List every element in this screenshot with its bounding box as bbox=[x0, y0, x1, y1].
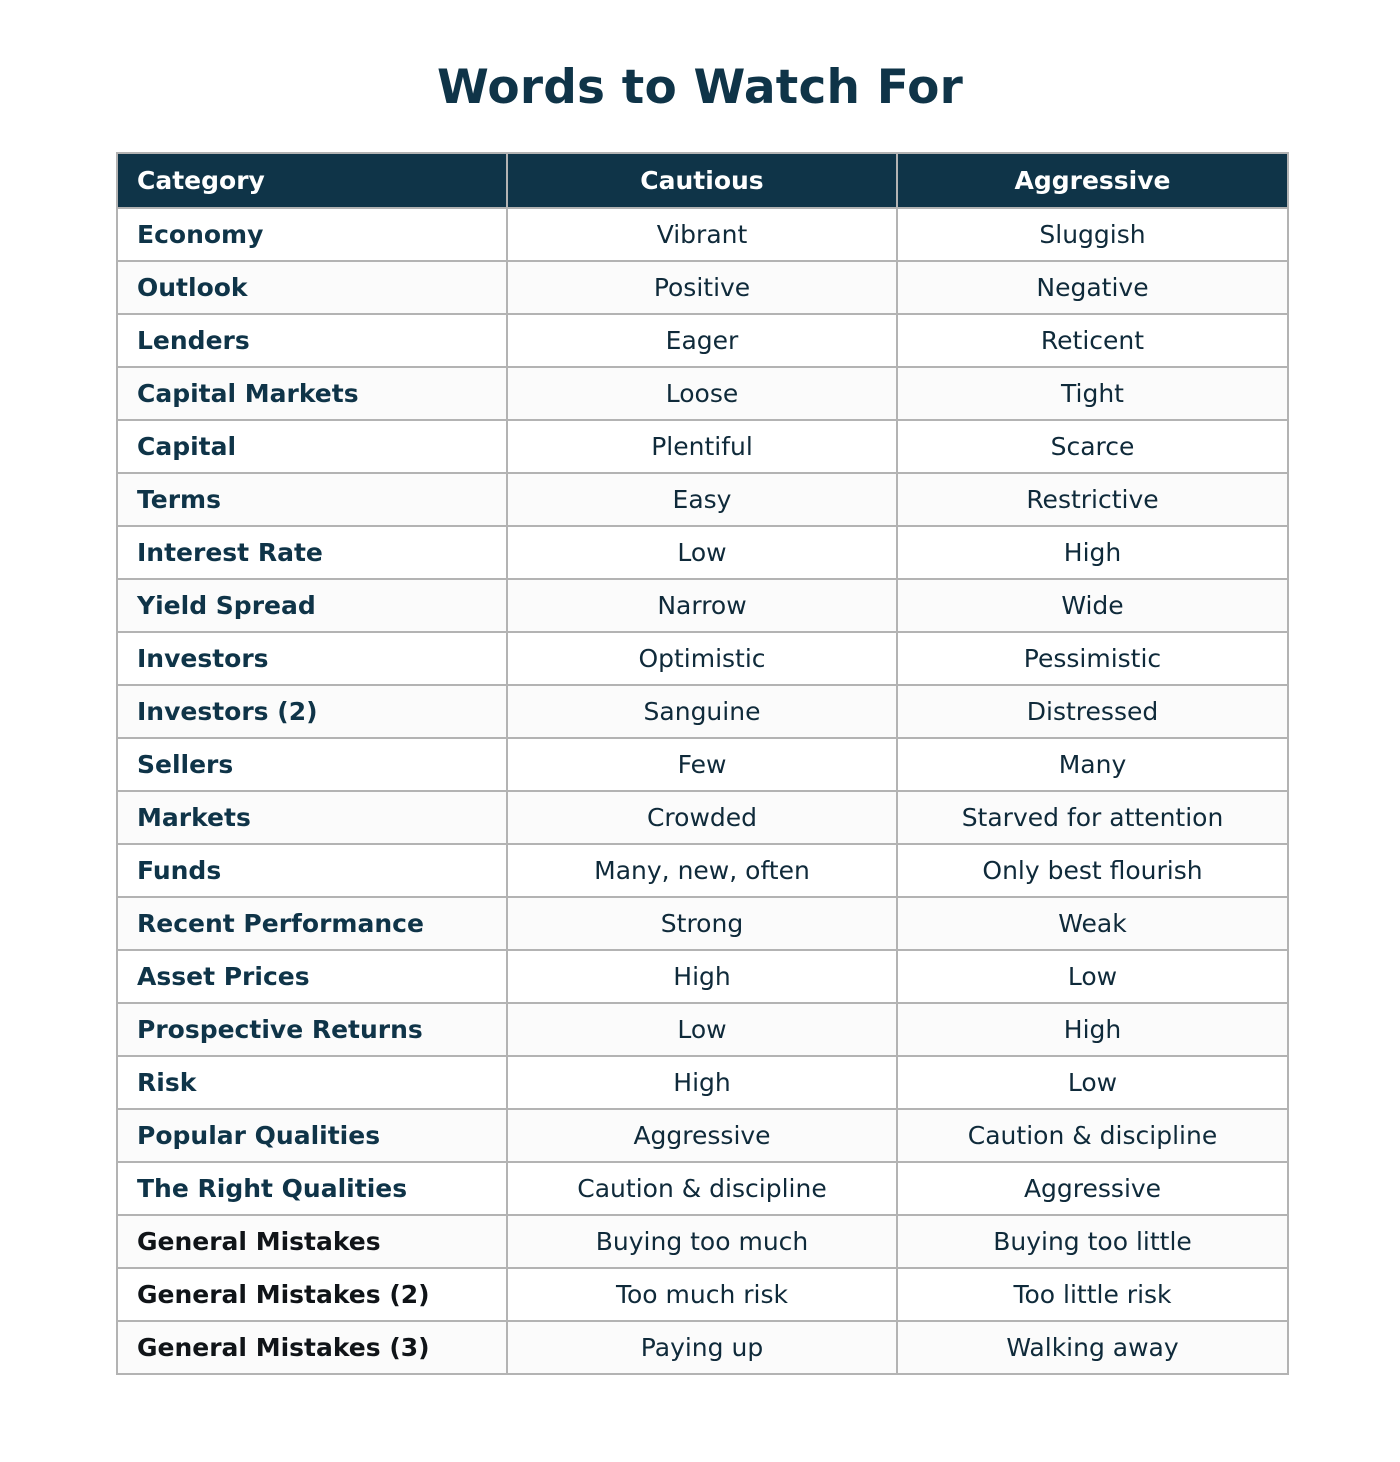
table-row bbox=[117, 208, 1288, 261]
aggressive-cell: Pessimistic bbox=[897, 632, 1288, 685]
category-cell: Popular Qualities bbox=[117, 1109, 507, 1162]
cautious-cell: Too much risk bbox=[507, 1268, 897, 1321]
table-row bbox=[117, 1162, 1288, 1215]
aggressive-cell: Wide bbox=[897, 579, 1288, 632]
category-cell: Economy bbox=[117, 208, 507, 261]
category-cell: Markets bbox=[117, 791, 507, 844]
table-row bbox=[117, 632, 1288, 685]
aggressive-cell: Aggressive bbox=[897, 1162, 1288, 1215]
table-row bbox=[117, 261, 1288, 314]
category-cell: The Right Qualities bbox=[117, 1162, 507, 1215]
cautious-cell: High bbox=[507, 1056, 897, 1109]
cautious-cell: Sanguine bbox=[507, 685, 897, 738]
cautious-cell: Many, new, often bbox=[507, 844, 897, 897]
aggressive-cell: Walking away bbox=[897, 1321, 1288, 1374]
category-cell: Terms bbox=[117, 473, 507, 526]
table-row bbox=[117, 367, 1288, 420]
category-cell: General Mistakes (2) bbox=[117, 1268, 507, 1321]
table-row bbox=[117, 579, 1288, 632]
column-header-cautious: Cautious bbox=[507, 153, 897, 208]
cautious-cell: Buying too much bbox=[507, 1215, 897, 1268]
cautious-cell: Narrow bbox=[507, 579, 897, 632]
table-row bbox=[117, 685, 1288, 738]
words-table bbox=[116, 152, 1289, 1375]
header-row bbox=[117, 153, 1288, 208]
cautious-cell: Paying up bbox=[507, 1321, 897, 1374]
cautious-cell: Positive bbox=[507, 261, 897, 314]
table-row bbox=[117, 1003, 1288, 1056]
aggressive-cell: High bbox=[897, 526, 1288, 579]
category-cell: Lenders bbox=[117, 314, 507, 367]
cautious-cell: Low bbox=[507, 1003, 897, 1056]
table-row bbox=[117, 791, 1288, 844]
category-cell: Interest Rate bbox=[117, 526, 507, 579]
table-row bbox=[117, 1109, 1288, 1162]
aggressive-cell: Many bbox=[897, 738, 1288, 791]
aggressive-cell: Tight bbox=[897, 367, 1288, 420]
category-cell: Prospective Returns bbox=[117, 1003, 507, 1056]
cautious-cell: Vibrant bbox=[507, 208, 897, 261]
category-cell: Sellers bbox=[117, 738, 507, 791]
aggressive-cell: Caution & discipline bbox=[897, 1109, 1288, 1162]
cautious-cell: Optimistic bbox=[507, 632, 897, 685]
category-cell: General Mistakes bbox=[117, 1215, 507, 1268]
category-cell: General Mistakes (3) bbox=[117, 1321, 507, 1374]
aggressive-cell: Weak bbox=[897, 897, 1288, 950]
table-row bbox=[117, 473, 1288, 526]
table-row bbox=[117, 420, 1288, 473]
table-row bbox=[117, 1056, 1288, 1109]
cautious-cell: Few bbox=[507, 738, 897, 791]
cautious-cell: Caution & discipline bbox=[507, 1162, 897, 1215]
category-cell: Asset Prices bbox=[117, 950, 507, 1003]
column-header-category: Category bbox=[117, 153, 507, 208]
cautious-cell: Plentiful bbox=[507, 420, 897, 473]
cautious-cell: Aggressive bbox=[507, 1109, 897, 1162]
aggressive-cell: Low bbox=[897, 950, 1288, 1003]
cautious-cell: Easy bbox=[507, 473, 897, 526]
category-cell: Outlook bbox=[117, 261, 507, 314]
category-cell: Capital Markets bbox=[117, 367, 507, 420]
aggressive-cell: Only best flourish bbox=[897, 844, 1288, 897]
category-cell: Investors bbox=[117, 632, 507, 685]
category-cell: Risk bbox=[117, 1056, 507, 1109]
aggressive-cell: Negative bbox=[897, 261, 1288, 314]
aggressive-cell: Low bbox=[897, 1056, 1288, 1109]
table-row bbox=[117, 1215, 1288, 1268]
table-row bbox=[117, 738, 1288, 791]
table-header bbox=[117, 153, 1288, 208]
cautious-cell: Loose bbox=[507, 367, 897, 420]
page-title: Words to Watch For bbox=[436, 60, 964, 115]
table-row bbox=[117, 526, 1288, 579]
table-row bbox=[117, 897, 1288, 950]
category-cell: Investors (2) bbox=[117, 685, 507, 738]
category-cell: Yield Spread bbox=[117, 579, 507, 632]
column-header-aggressive: Aggressive bbox=[897, 153, 1288, 208]
aggressive-cell: High bbox=[897, 1003, 1288, 1056]
aggressive-cell: Sluggish bbox=[897, 208, 1288, 261]
cautious-cell: Low bbox=[507, 526, 897, 579]
table-row bbox=[117, 1321, 1288, 1374]
table-row bbox=[117, 1268, 1288, 1321]
cautious-cell: Strong bbox=[507, 897, 897, 950]
category-cell: Capital bbox=[117, 420, 507, 473]
aggressive-cell: Starved for attention bbox=[897, 791, 1288, 844]
aggressive-cell: Reticent bbox=[897, 314, 1288, 367]
aggressive-cell: Buying too little bbox=[897, 1215, 1288, 1268]
aggressive-cell: Scarce bbox=[897, 420, 1288, 473]
cautious-cell: Crowded bbox=[507, 791, 897, 844]
cautious-cell: High bbox=[507, 950, 897, 1003]
category-cell: Funds bbox=[117, 844, 507, 897]
table-row bbox=[117, 950, 1288, 1003]
table-body bbox=[117, 208, 1288, 1374]
cautious-cell: Eager bbox=[507, 314, 897, 367]
category-cell: Recent Performance bbox=[117, 897, 507, 950]
aggressive-cell: Too little risk bbox=[897, 1268, 1288, 1321]
aggressive-cell: Distressed bbox=[897, 685, 1288, 738]
aggressive-cell: Restrictive bbox=[897, 473, 1288, 526]
table-row bbox=[117, 314, 1288, 367]
table-row bbox=[117, 844, 1288, 897]
